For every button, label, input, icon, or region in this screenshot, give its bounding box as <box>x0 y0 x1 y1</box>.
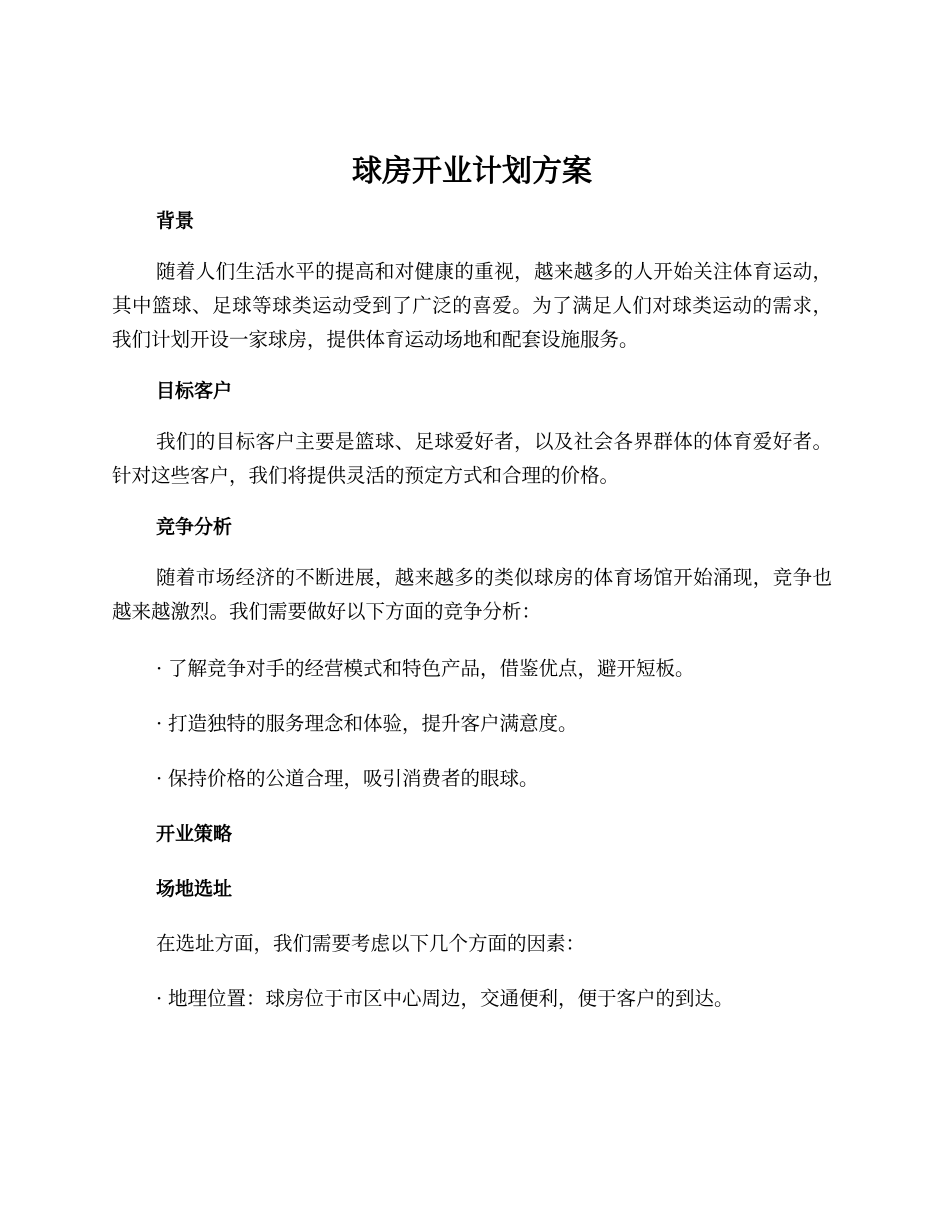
document-title: 球房开业计划方案 <box>352 154 592 189</box>
section-text-competition: 随着市场经济的不断进展，越来越多的类似球房的体育场馆开始涌现，竞争也越来越激烈。我们需要做好以下方面的竞争分析： <box>112 566 832 623</box>
list-item <box>112 984 832 1014</box>
bullet-text: 地理位置：球房位于市区中心周边，交通便利，便于客户的到达。 <box>168 987 734 1010</box>
section-heading-customers: 目标客户 <box>156 380 233 402</box>
bullet-icon: · <box>156 987 163 1010</box>
bullet-icon: · <box>156 657 163 680</box>
bullet-icon: · <box>156 712 163 735</box>
list-item <box>112 654 832 684</box>
section-heading-background: 背景 <box>156 210 195 232</box>
list-item <box>112 764 832 794</box>
section-heading-competition: 竞争分析 <box>156 516 233 538</box>
document-page <box>112 150 832 1014</box>
bullet-text: 保持价格的公道合理，吸引消费者的眼球。 <box>168 767 539 790</box>
bullet-icon: · <box>156 767 163 790</box>
section-heading-site: 场地选址 <box>156 878 233 900</box>
section-text-background: 随着人们生活水平的提高和对健康的重视，越来越多的人开始关注体育运动，其中篮球、足球等球类运动受到了广泛的喜爱。为了满足人们对球类运动的需求，我们计划开设一家球房，提供体育运动场地和配套设施服务。 <box>112 260 832 351</box>
section-heading-strategy: 开业策略 <box>156 823 233 845</box>
site-intro-text: 在选址方面，我们需要考虑以下几个方面的因素： <box>156 932 586 955</box>
list-item <box>112 709 832 739</box>
bullet-text: 了解竞争对手的经营模式和特色产品，借鉴优点，避开短板。 <box>168 657 695 680</box>
bullet-text: 打造独特的服务理念和体验，提升客户满意度。 <box>168 712 578 735</box>
section-text-site <box>112 929 832 959</box>
section-text-customers: 我们的目标客户主要是篮球、足球爱好者，以及社会各界群体的体育爱好者。针对这些客户，我们将提供灵活的预定方式和合理的价格。 <box>112 430 832 487</box>
